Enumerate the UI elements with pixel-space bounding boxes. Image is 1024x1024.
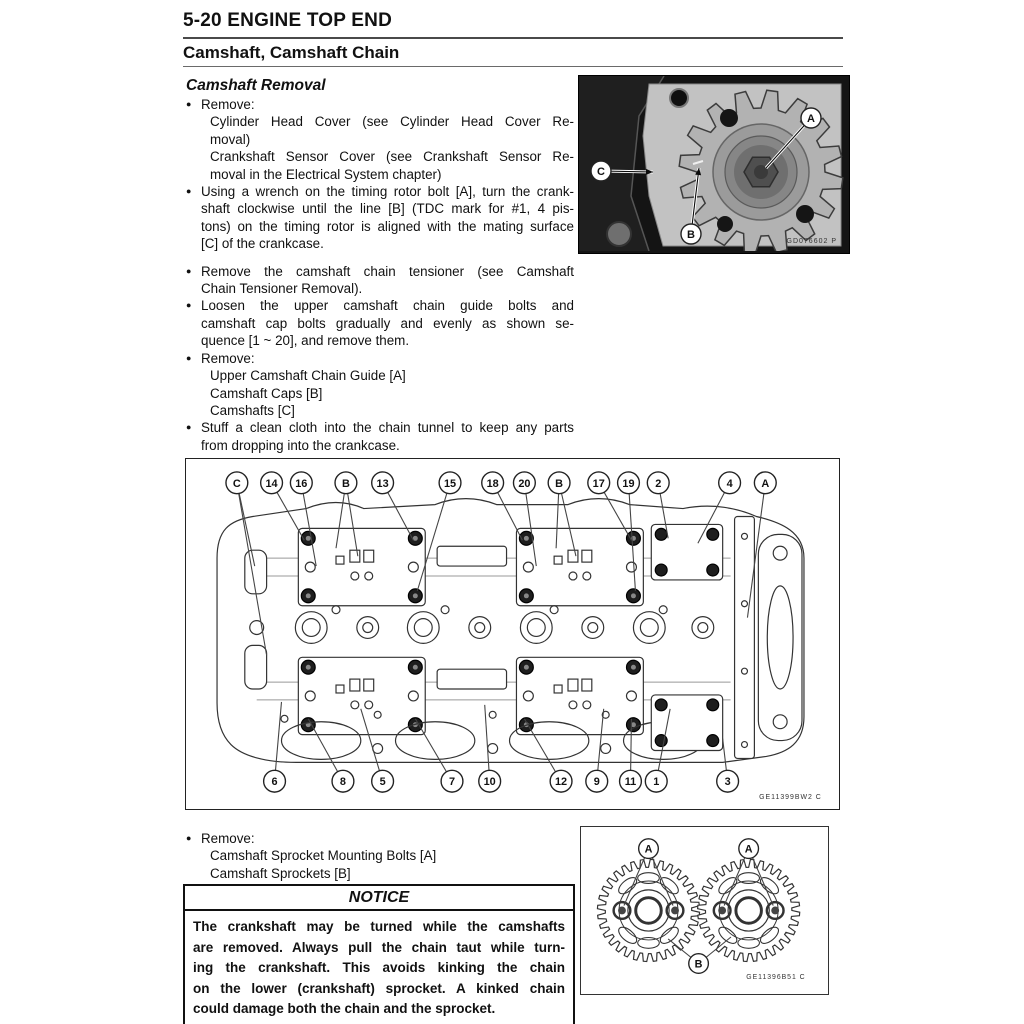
text-line: Cylinder Head Cover (see Cylinder Head Cover Re- [210,114,574,130]
cam-connector [437,546,506,566]
rotor-hole-3 [717,216,733,232]
text-line: quence [1 ~ 20], and remove them. [201,333,410,349]
cap-detail-hole [351,572,359,580]
bullet-item [186,350,574,367]
text-line: Remove: [201,350,255,366]
callout-label: B [694,958,703,971]
callout-label: 10 [483,776,496,789]
cam-connector [437,669,506,689]
sprockets-group [597,859,799,961]
callout-label: A [744,843,753,856]
cap-bolt-center [306,665,311,670]
cap-bolt-center [631,593,636,598]
cap-detail-rect [582,679,592,691]
sprocket-removal-steps [186,830,574,882]
callout-label: 19 [622,477,635,490]
text-line: Camshaft Sprocket Mounting Bolts [A] [210,848,437,864]
text-line: from dropping into the crankcase. [201,437,400,453]
notice-box [183,884,575,1024]
text-line: Loosen the upper camshaft chain guide bolts and [201,298,574,314]
camshaft-sprocket [698,859,800,961]
bullet-icon: ● [186,99,192,109]
bullet-icon: ● [186,422,192,433]
cap-bolt-center [306,536,311,541]
rotor-hole-2 [796,205,814,223]
sub-item [186,865,574,882]
header-rule [183,37,843,39]
paragraph-gap [186,253,574,263]
cap-bolt-light [408,562,418,572]
text-line: [C] of the crankcase. [201,236,324,252]
callout-label: 7 [448,776,456,789]
callout-label: 1 [653,776,660,789]
cap-detail-rect [568,679,578,691]
cap-detail-rect [364,550,374,562]
cylinder-head-drawing [186,459,836,806]
cam-cap-block [298,528,425,605]
text-line: Remove: [201,97,255,112]
cap-bolt-dark [655,699,667,711]
cap-detail-rect [350,550,360,562]
cap-detail-hole [569,572,577,580]
cap-bolt-dark [655,528,667,540]
callout-label: 13 [376,477,389,490]
cap-bolt-light [408,691,418,701]
notice-body [185,911,573,1024]
callout-label: 15 [443,477,457,490]
text-line: camshaft cap bolts gradually and evenly as shown se- [201,315,574,331]
cap-bolt-dark [707,564,719,576]
sub-item [186,385,574,402]
cap-bolt-light [523,691,533,701]
bullet-item [186,183,574,253]
sub-item [186,402,574,419]
bullet-icon: ● [186,833,192,843]
callout-label: B [555,477,564,490]
camshaft-sprocket [597,859,699,961]
bullet-item [186,297,574,349]
callout-label: 6 [271,776,278,789]
cap-bolt-center [413,593,418,598]
callout-label: A [807,113,815,125]
cam-end-boss [245,550,267,594]
head-outline-group [217,499,804,763]
sprocket-drawing [581,827,825,991]
text-line: Chain Tensioner Removal). [201,281,363,297]
cap-detail-square [554,556,562,564]
bolt-hole-center [618,907,626,915]
callout-label: 14 [265,477,278,490]
cam-end-boss [245,645,267,689]
bullet-icon: ● [186,352,192,363]
procedure-steps [186,96,574,454]
text-line: Remove the camshaft chain tensioner (see Camshaft [201,263,574,279]
callout-label: 16 [295,477,308,490]
text-line: Upper Camshaft Chain Guide [A] [210,368,406,384]
cap-detail-square [336,685,344,693]
plate-hole [670,89,688,107]
text-line: shaft clockwise until the line [B] (TDC mark for #1, 4 pis- [201,201,574,217]
callout-label: 11 [624,776,637,789]
callout-label: B [341,477,350,490]
cap-bolt-dark [655,564,667,576]
text-line: tons) on the timing rotor is aligned with the mating surface [201,218,574,234]
bullet-item [186,96,574,113]
text-line: Camshafts [C] [210,402,295,418]
cap-detail-rect [582,550,592,562]
bullet-icon: ● [186,265,192,276]
sub-item [186,847,574,864]
cam-cap-block [516,528,643,605]
callout-label: 8 [339,776,346,789]
callout-label: 5 [379,776,386,789]
callout-label: 20 [518,477,531,490]
sub-item [186,367,574,384]
callout-label: 3 [724,776,731,789]
text-line: Camshaft Sprockets [B] [210,865,351,881]
notice-line: ing the crankshaft. This avoids kinking the chain [193,960,565,975]
cap-detail-hole [365,572,373,580]
procedure-title: Camshaft Removal [186,77,326,94]
cap-bolt-dark [707,699,719,711]
timing-rotor-photo-drawing [579,76,847,251]
cap-detail-rect [568,550,578,562]
right-housing [758,534,802,740]
cam-cap [298,657,425,734]
cap-bolt-dark [707,528,719,540]
cap-bolt-light [305,562,315,572]
cap-detail-square [554,685,562,693]
notice-line: The crankshaft may be turned while the camshafts [193,919,565,934]
sprocket-figure-code: GE11396B51 C [746,974,806,982]
callout-label: A [761,477,770,490]
bolt-hole-center [718,907,726,915]
cap-bolt-center [306,593,311,598]
bolt-hole-center [771,907,779,915]
text-line: Stuff a clean cloth into the chain tunnel to keep any parts [201,420,574,436]
cap-detail-hole [569,701,577,709]
cap-detail-hole [351,701,359,709]
text-line: Camshaft Caps [B] [210,385,323,401]
cap-detail-hole [365,701,373,709]
callout-label: C [597,166,605,178]
cam-cap-block [298,657,425,734]
cap-bolt-center [631,665,636,670]
section-rule [183,66,843,67]
cap-bolt-light [627,691,637,701]
text-line: moval in the Electrical System chapter) [210,166,442,182]
callout-label: 4 [726,477,733,490]
callout-label: 9 [593,776,600,789]
rotor-hole-1 [720,109,738,127]
notice-title: NOTICE [185,886,573,911]
bullet-icon: ● [186,300,192,311]
cam-cap [516,528,643,605]
callout-label: 12 [555,776,568,789]
cap-detail-rect [350,679,360,691]
bolt-hole-center [671,907,679,915]
cover-bolt [607,222,631,246]
notice-line: are removed. Always pull the chain taut while turn- [193,939,565,955]
chapter-header: 5-20 ENGINE TOP END [183,10,392,31]
cap-bolt-light [627,562,637,572]
sub-item [186,113,574,148]
text-line: Crankshaft Sensor Cover (see Crankshaft Sensor Re- [210,149,574,165]
text-line: moval) [210,131,251,147]
callout-label: 2 [655,477,662,490]
cap-detail-hole [583,572,591,580]
bullet-item [186,830,574,847]
cylinder-head-diagram [185,458,840,810]
cap-bolt-light [523,562,533,572]
notice-line: on the lower (crankshaft) sprocket. A kinked chain [193,980,565,996]
cap-bolt-center [413,665,418,670]
callout-label: 17 [592,477,605,490]
cap-bolt-light [305,691,315,701]
callout-label: A [644,843,653,856]
cap-bolt-center [524,536,529,541]
cap-bolt-dark [707,735,719,747]
photo-watermark: GD076602 P [786,238,837,245]
section-header: Camshaft, Camshaft Chain [183,43,400,62]
bullet-item [186,419,574,454]
callout-label: C [232,477,241,490]
cam-cap [298,528,425,605]
notice-line: could damage both the chain and the sprocket. [193,1001,496,1016]
figure-code: GE11399BW2 C [759,794,822,802]
cap-detail-rect [364,679,374,691]
cap-bolt-center [524,593,529,598]
cap-detail-hole [583,701,591,709]
sub-item [186,148,574,183]
callout-label: B [687,229,695,241]
callout-label: 18 [486,477,499,490]
bullet-item [186,263,574,298]
sprocket-diagram [580,826,829,995]
cap-bolt-center [524,665,529,670]
text-line: Using a wrench on the timing rotor bolt [A], turn the crank- [201,184,574,200]
right-cap-block [651,695,722,751]
chain-guide-plate [735,517,755,759]
right-cap-block [651,524,722,580]
timing-rotor-photo [578,75,850,254]
text-line: Remove: [201,831,255,846]
cap-detail-square [336,556,344,564]
bullet-icon: ● [186,186,192,197]
